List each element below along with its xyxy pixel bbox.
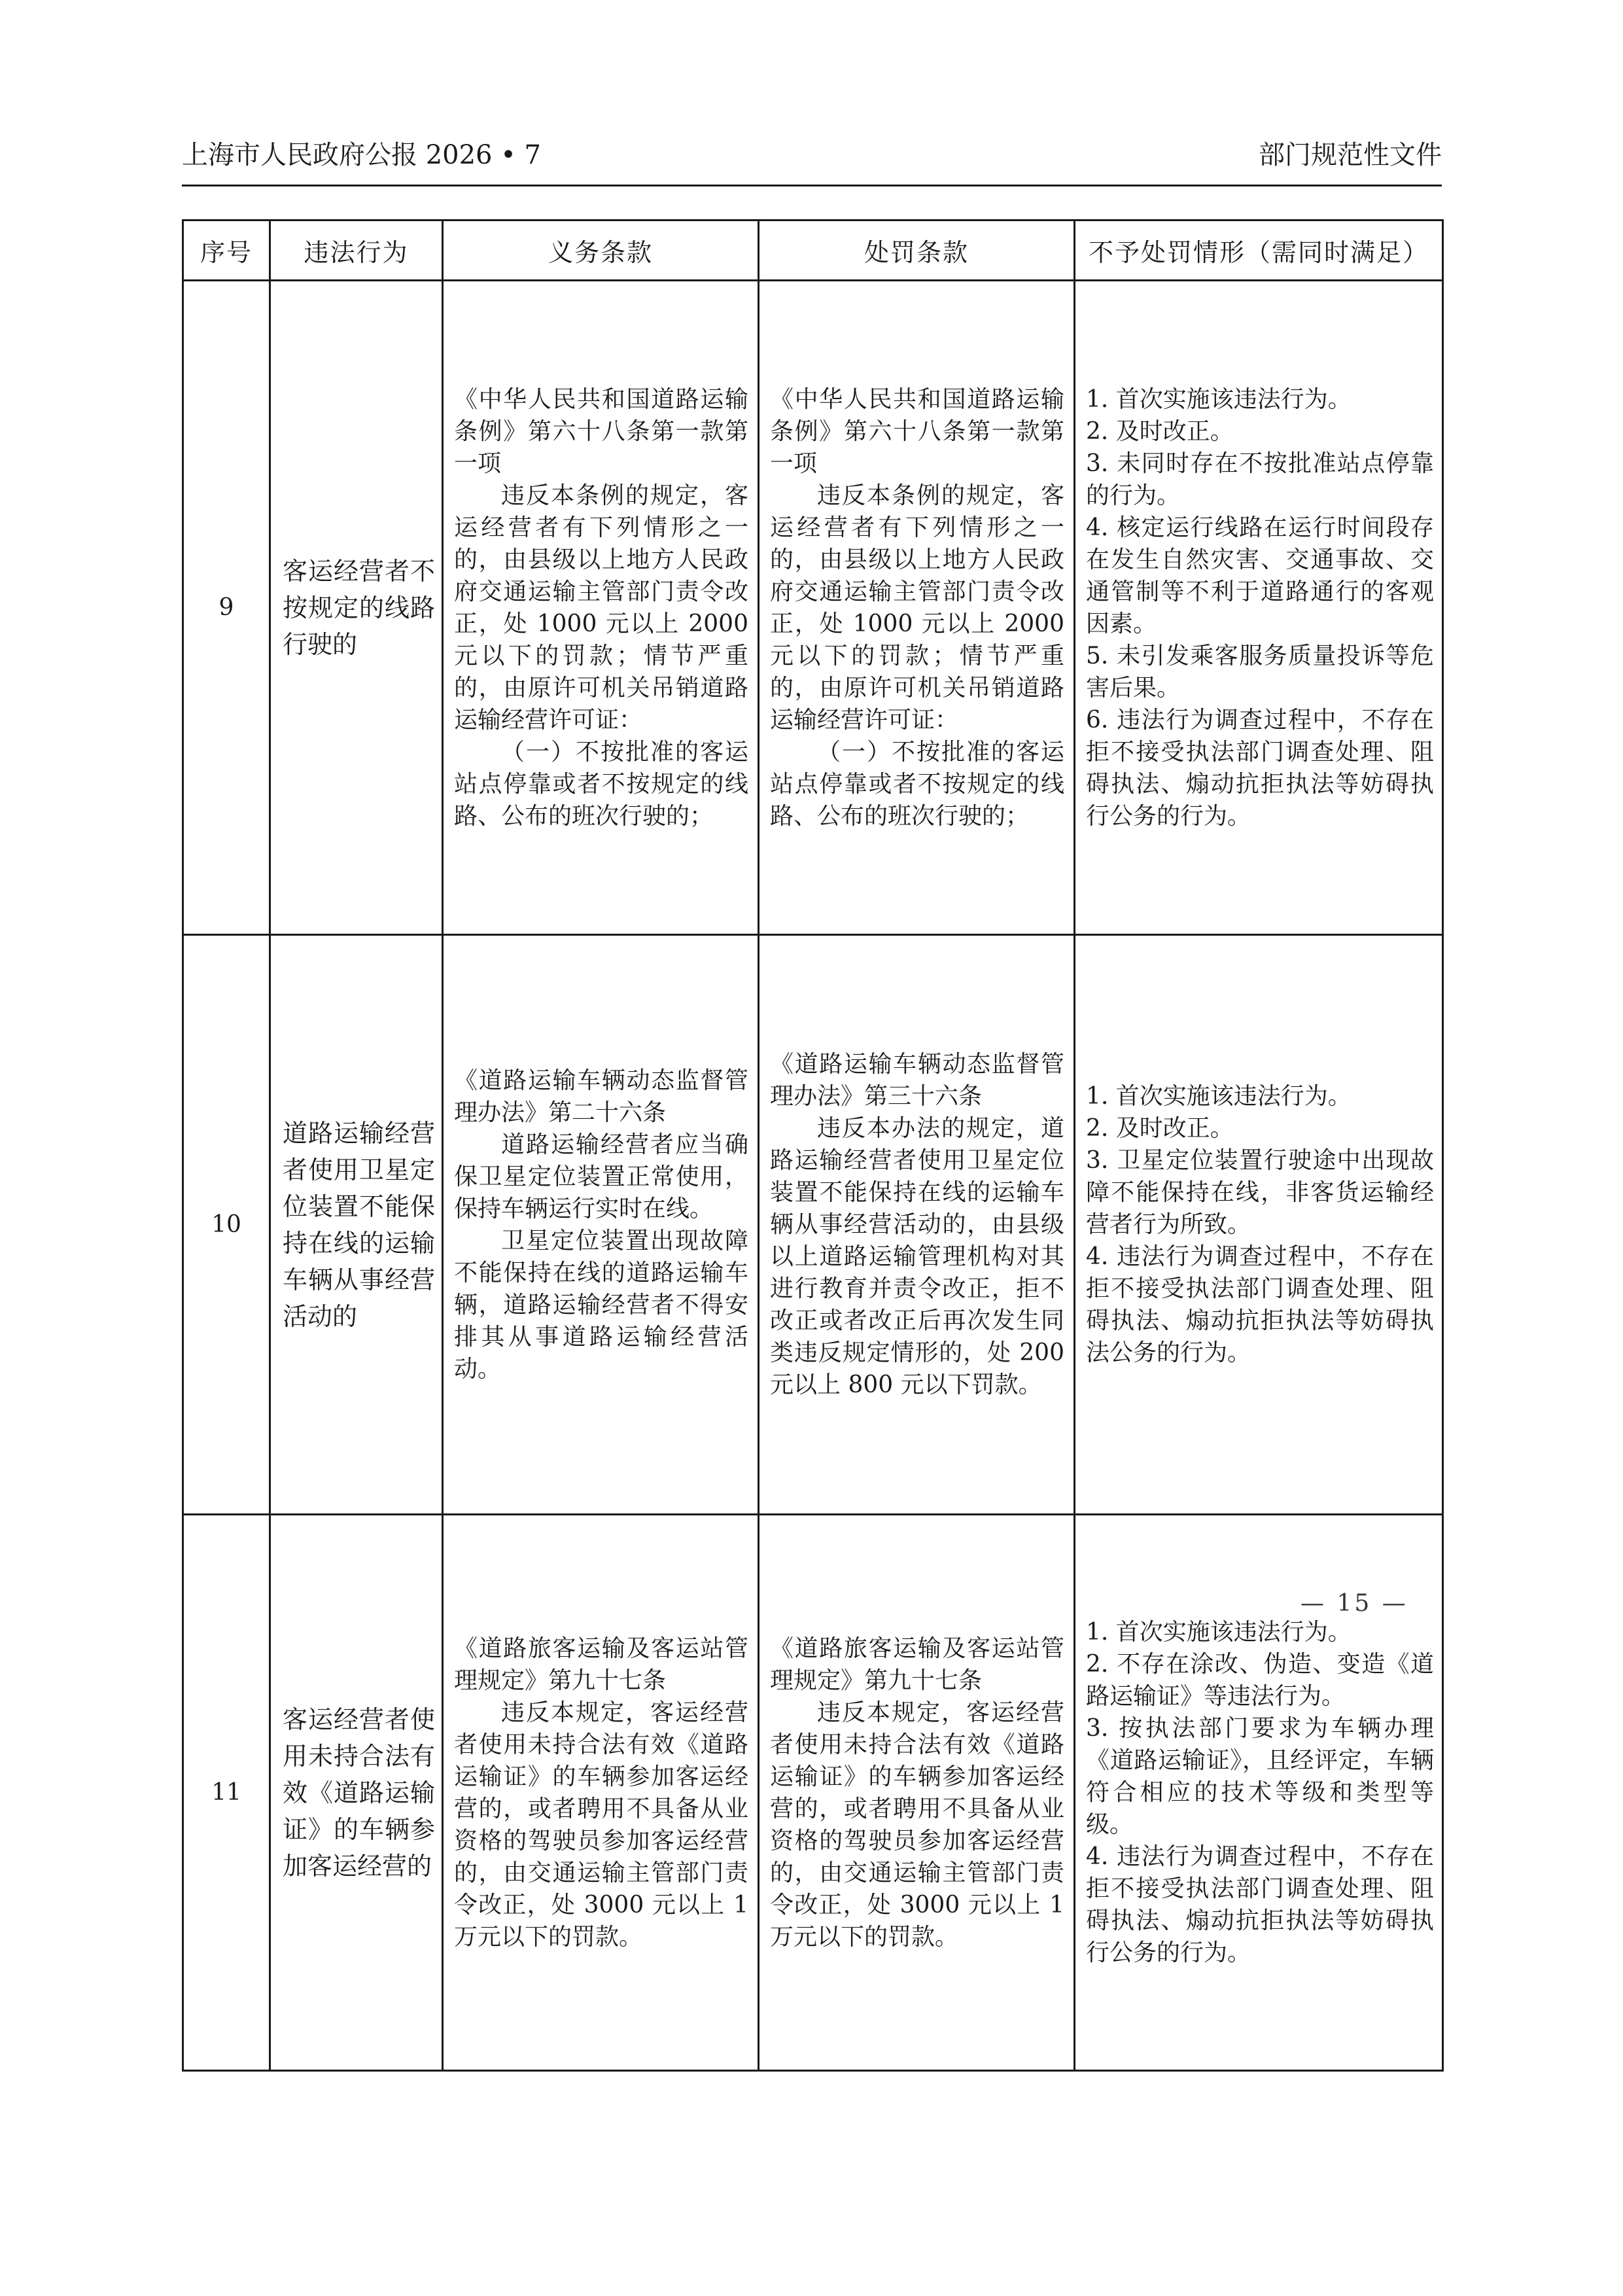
table-row bbox=[183, 1515, 1443, 2071]
regulation-table bbox=[182, 219, 1444, 2072]
table-row bbox=[183, 281, 1443, 935]
clause-source: 《中华人民共和国道路运输条例》第六十八条第一款第一项 bbox=[770, 385, 1064, 477]
col-header-penalty: 处罚条款 bbox=[759, 221, 1075, 281]
condition-item: 2. 不存在涂改、伪造、变造《道路运输证》等违法行为。 bbox=[1086, 1651, 1434, 1710]
condition-item: 3. 未同时存在不按批准站点停靠的行为。 bbox=[1086, 450, 1434, 509]
clause-source: 《道路运输车辆动态监督管理办法》第三十六条 bbox=[770, 1051, 1064, 1110]
exemption-cell bbox=[1075, 935, 1443, 1515]
row-number: 9 bbox=[183, 281, 270, 935]
clause-text: 违反本规定，客运经营者使用未持合法有效《道路运输证》的车辆参加客运经营的，或者聘用不具备从业资格的驾驶员参加客运经营的，由交通运输主管部门责令改正，处 3000 元以上 1 万元以下的罚款。 bbox=[454, 1699, 748, 1951]
condition-item: 3. 按执法部门要求为车辆办理《道路运输证》，且经评定，车辆符合相应的技术等级和类型等级。 bbox=[1086, 1715, 1434, 1838]
table-header-row bbox=[183, 221, 1443, 281]
bulletin-title: 上海市人民政府公报 2026 • 7 bbox=[182, 140, 541, 170]
row-number: 10 bbox=[183, 935, 270, 1515]
clause-source: 《道路旅客运输及客运站管理规定》第九十七条 bbox=[770, 1634, 1064, 1694]
condition-item: 4. 违法行为调查过程中，不存在拒不接受执法部门调查处理、阻碍执法、煽动抗拒执法等妨碍执行公务的行为。 bbox=[1086, 1843, 1434, 1966]
penalty-cell bbox=[759, 1515, 1075, 2071]
exemption-cell bbox=[1075, 281, 1443, 935]
col-header-obligation: 义务条款 bbox=[443, 221, 759, 281]
condition-item: 2. 及时改正。 bbox=[1086, 1115, 1234, 1142]
clause-text: 卫星定位装置出现故障不能保持在线的道路运输车辆，道路运输经营者不得安排其从事道路运输经营活动。 bbox=[454, 1227, 748, 1383]
col-header-number: 序号 bbox=[183, 221, 270, 281]
condition-item: 1. 首次实施该违法行为。 bbox=[1086, 385, 1352, 413]
clause-text: 违反本条例的规定，客运经营者有下列情形之一的，由县级以上地方人民政府交通运输主管部门责令改正，处 1000 元以上 2000 元以下的罚款；情节严重的，由原许可机关吊销道路运输经营许可证： bbox=[770, 482, 1064, 733]
clause-source: 《道路旅客运输及客运站管理规定》第九十七条 bbox=[454, 1634, 748, 1694]
violation-cell: 客运经营者使用未持合法有效《道路运输证》的车辆参加客运经营的 bbox=[270, 1515, 443, 2071]
col-header-violation: 违法行为 bbox=[270, 221, 443, 281]
obligation-cell bbox=[443, 281, 759, 935]
header-divider bbox=[182, 185, 1442, 186]
obligation-cell bbox=[443, 1515, 759, 2071]
section-title: 部门规范性文件 bbox=[1259, 140, 1442, 170]
penalty-cell bbox=[759, 935, 1075, 1515]
violation-cell: 客运经营者不按规定的线路行驶的 bbox=[270, 281, 443, 935]
violation-cell: 道路运输经营者使用卫星定位装置不能保持在线的运输车辆从事经营活动的 bbox=[270, 935, 443, 1515]
condition-item: 1. 首次实施该违法行为。 bbox=[1086, 1619, 1352, 1646]
page-number: — 15 — bbox=[1300, 1590, 1408, 1617]
obligation-cell bbox=[443, 935, 759, 1515]
condition-item: 2. 及时改正。 bbox=[1086, 417, 1234, 445]
clause-source: 《中华人民共和国道路运输条例》第六十八条第一款第一项 bbox=[454, 385, 748, 477]
condition-item: 4. 违法行为调查过程中，不存在拒不接受执法部门调查处理、阻碍执法、煽动抗拒执法等妨碍执法公务的行为。 bbox=[1086, 1243, 1434, 1366]
clause-text: 违反本办法的规定，道路运输经营者使用卫星定位装置不能保持在线的运输车辆从事经营活动的，由县级以上道路运输管理机构对其进行教育并责令改正，拒不改正或者改正后再次发生同类违反规定情形的，处 200 元以上 800 元以下罚款。 bbox=[770, 1115, 1064, 1398]
row-number: 11 bbox=[183, 1515, 270, 2071]
clause-text: （一）不按批准的客运站点停靠或者不按规定的线路、公布的班次行驶的； bbox=[454, 738, 748, 830]
penalty-cell bbox=[759, 281, 1075, 935]
condition-item: 5. 未引发乘客服务质量投诉等危害后果。 bbox=[1086, 642, 1434, 701]
clause-text: （一）不按批准的客运站点停靠或者不按规定的线路、公布的班次行驶的； bbox=[770, 738, 1064, 830]
condition-item: 1. 首次实施该违法行为。 bbox=[1086, 1083, 1352, 1110]
condition-item: 6. 违法行为调查过程中，不存在拒不接受执法部门调查处理、阻碍执法、煽动抗拒执法等妨碍执行公务的行为。 bbox=[1086, 706, 1434, 830]
clause-text: 违反本规定，客运经营者使用未持合法有效《道路运输证》的车辆参加客运经营的，或者聘用不具备从业资格的驾驶员参加客运经营的，由交通运输主管部门责令改正，处 3000 元以上 1 万元以下的罚款。 bbox=[770, 1699, 1064, 1951]
table-row bbox=[183, 935, 1443, 1515]
clause-text: 道路运输经营者应当确保卫星定位装置正常使用，保持车辆运行实时在线。 bbox=[454, 1131, 748, 1222]
clause-text: 违反本条例的规定，客运经营者有下列情形之一的，由县级以上地方人民政府交通运输主管部门责令改正，处 1000 元以上 2000 元以下的罚款；情节严重的，由原许可机关吊销道路运输经营许可证： bbox=[454, 482, 748, 733]
condition-item: 3. 卫星定位装置行驶途中出现故障不能保持在线，非客货运输经营者行为所致。 bbox=[1086, 1147, 1434, 1238]
page-header bbox=[182, 134, 1442, 180]
clause-source: 《道路运输车辆动态监督管理办法》第二十六条 bbox=[454, 1067, 748, 1126]
col-header-exemption: 不予处罚情形（需同时满足） bbox=[1075, 221, 1443, 281]
condition-item: 4. 核定运行线路在运行时间段存在发生自然灾害、交通事故、交通管制等不利于道路通行的客观因素。 bbox=[1086, 514, 1434, 637]
